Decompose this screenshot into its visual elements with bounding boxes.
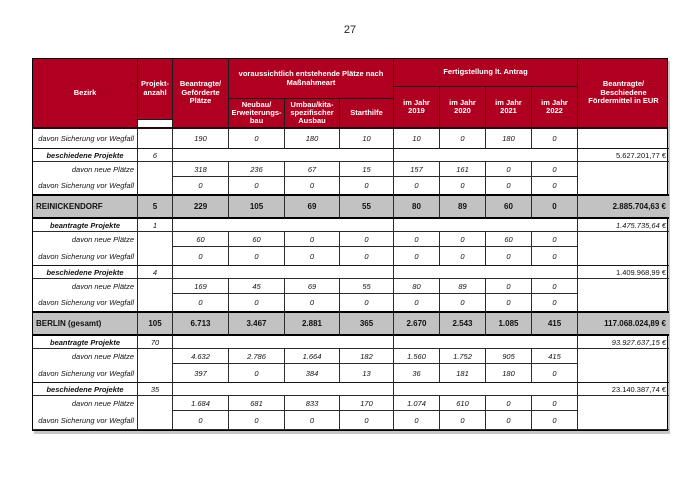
value-cell: 3.467 <box>229 313 285 336</box>
value-cell: 157 <box>394 162 440 177</box>
value-cell: 80 <box>394 279 440 294</box>
row-label: beschiedene Projekte <box>33 149 138 162</box>
row-label: davon Sicherung vor Wegfall <box>33 364 138 383</box>
total-row-label: BERLIN (gesamt) <box>33 313 138 336</box>
value-cell: 384 <box>285 364 340 383</box>
empty-cell <box>394 266 578 279</box>
col-header-jahr-2020: im Jahr 2020 <box>440 87 486 127</box>
empty-cell <box>578 349 669 383</box>
empty-cell <box>394 383 578 396</box>
value-cell: 0 <box>440 232 486 247</box>
value-cell: 0 <box>440 129 486 149</box>
value-cell: 905 <box>486 349 532 364</box>
row-label: davon neue Plätze <box>33 232 138 247</box>
value-cell: 0 <box>486 396 532 411</box>
value-cell: 236 <box>229 162 285 177</box>
value-cell: 0 <box>285 232 340 247</box>
row-label: beantragte Projekte <box>33 336 138 349</box>
value-cell: 0 <box>173 177 229 196</box>
value-cell: 36 <box>394 364 440 383</box>
value-cell: 60 <box>173 232 229 247</box>
value-cell: 1.664 <box>285 349 340 364</box>
value-cell: 0 <box>285 294 340 313</box>
value-cell: 180 <box>486 129 532 149</box>
value-cell: 0 <box>532 129 578 149</box>
value-cell: 0 <box>486 279 532 294</box>
col-header-neubau: Neubau/ Erweiterungs- bau <box>229 99 285 127</box>
row-label: davon Sicherung vor Wegfall <box>33 411 138 430</box>
value-cell: 1.074 <box>394 396 440 411</box>
empty-cell <box>173 383 394 396</box>
empty-cell <box>578 279 669 313</box>
value-cell: 0 <box>340 294 394 313</box>
value-cell: 161 <box>440 162 486 177</box>
value-cell: 4.632 <box>173 349 229 364</box>
value-cell: 60 <box>486 196 532 219</box>
empty-cell <box>138 396 173 411</box>
row-label: davon neue Plätze <box>33 279 138 294</box>
empty-cell <box>578 232 669 266</box>
value-cell: 0 <box>285 411 340 430</box>
value-cell: 0 <box>532 411 578 430</box>
anzahl-cell: 105 <box>138 313 173 336</box>
empty-cell <box>394 149 578 162</box>
eur-cell: 5.627.201,77 € <box>578 149 669 162</box>
empty-cell <box>138 247 173 266</box>
value-cell: 0 <box>229 294 285 313</box>
col-header-projektanzahl: Projekt-anzahl <box>138 59 173 127</box>
report-table <box>32 58 668 431</box>
eur-cell: 1.475.735,64 € <box>578 219 669 232</box>
value-cell: 0 <box>340 177 394 196</box>
value-cell: 15 <box>340 162 394 177</box>
eur-cell: 117.068.024,89 € <box>578 313 669 336</box>
value-cell: 0 <box>285 177 340 196</box>
empty-cell <box>138 349 173 364</box>
table-body <box>33 129 667 430</box>
value-cell: 169 <box>173 279 229 294</box>
row-label: davon neue Plätze <box>33 349 138 364</box>
value-cell: 0 <box>486 411 532 430</box>
value-cell: 0 <box>173 247 229 266</box>
col-group-massnahmeart <box>229 59 394 127</box>
col-header-umbau: Umbau/kita- spezifischer Ausbau <box>285 99 340 127</box>
value-cell: 1.752 <box>440 349 486 364</box>
row-label: beschiedene Projekte <box>33 383 138 396</box>
empty-cell <box>138 177 173 196</box>
empty-cell <box>138 129 173 149</box>
value-cell: 0 <box>440 294 486 313</box>
anzahl-cell: 70 <box>138 336 173 349</box>
value-cell: 415 <box>532 313 578 336</box>
value-cell: 0 <box>229 364 285 383</box>
eur-cell: 23.140.387,74 € <box>578 383 669 396</box>
value-cell: 2.881 <box>285 313 340 336</box>
anzahl-cell: 4 <box>138 266 173 279</box>
value-cell: 89 <box>440 196 486 219</box>
value-cell: 610 <box>440 396 486 411</box>
value-cell: 45 <box>229 279 285 294</box>
col-header-jahr-2021: im Jahr 2021 <box>486 87 532 127</box>
row-label: davon Sicherung vor Wegfall <box>33 247 138 266</box>
value-cell: 0 <box>394 247 440 266</box>
empty-cell <box>138 364 173 383</box>
value-cell: 6.713 <box>173 313 229 336</box>
value-cell: 0 <box>440 411 486 430</box>
value-cell: 0 <box>532 294 578 313</box>
row-label: davon Sicherung vor Wegfall <box>33 129 138 149</box>
table-header <box>33 59 667 129</box>
row-label: davon neue Plätze <box>33 162 138 177</box>
value-cell: 55 <box>340 279 394 294</box>
value-cell: 69 <box>285 279 340 294</box>
col-header-starthilfe: Starthilfe <box>350 108 383 118</box>
value-cell: 2.670 <box>394 313 440 336</box>
eur-cell: 93.927.637,15 € <box>578 336 669 349</box>
value-cell: 365 <box>340 313 394 336</box>
header-white-strip <box>138 119 172 127</box>
empty-cell <box>394 336 578 349</box>
value-cell: 0 <box>229 411 285 430</box>
value-cell: 10 <box>340 129 394 149</box>
value-cell: 397 <box>173 364 229 383</box>
value-cell: 1.560 <box>394 349 440 364</box>
value-cell: 60 <box>229 232 285 247</box>
empty-cell <box>173 149 394 162</box>
value-cell: 0 <box>532 247 578 266</box>
value-cell: 182 <box>340 349 394 364</box>
anzahl-cell: 5 <box>138 196 173 219</box>
anzahl-cell: 6 <box>138 149 173 162</box>
anzahl-cell: 35 <box>138 383 173 396</box>
value-cell: 69 <box>285 196 340 219</box>
empty-cell <box>394 219 578 232</box>
value-cell: 0 <box>532 396 578 411</box>
anzahl-cell: 1 <box>138 219 173 232</box>
value-cell: 0 <box>486 294 532 313</box>
page-number: 27 <box>343 24 357 36</box>
col-header-foerdermittel: Beantragte/ Beschiedene Fördermittel in EUR <box>588 79 659 106</box>
value-cell: 13 <box>340 364 394 383</box>
value-cell: 0 <box>532 279 578 294</box>
row-label: davon neue Plätze <box>33 396 138 411</box>
value-cell: 0 <box>173 294 229 313</box>
eur-cell: 1.409.968,99 € <box>578 266 669 279</box>
value-cell: 0 <box>340 232 394 247</box>
value-cell: 0 <box>394 232 440 247</box>
value-cell: 180 <box>285 129 340 149</box>
value-cell: 318 <box>173 162 229 177</box>
value-cell: 105 <box>229 196 285 219</box>
value-cell: 0 <box>486 247 532 266</box>
value-cell: 0 <box>486 162 532 177</box>
value-cell: 170 <box>340 396 394 411</box>
value-cell: 833 <box>285 396 340 411</box>
value-cell: 0 <box>285 247 340 266</box>
empty-cell <box>578 129 669 149</box>
value-cell: 0 <box>173 411 229 430</box>
value-cell: 190 <box>173 129 229 149</box>
value-cell: 0 <box>532 364 578 383</box>
group-header-massnahmeart: voraussichtlich entstehende Plätze nach Maßnahmeart <box>229 59 393 99</box>
value-cell: 55 <box>340 196 394 219</box>
district-row-label: REINICKENDORF <box>33 196 138 219</box>
value-cell: 0 <box>394 177 440 196</box>
row-label: beantragte Projekte <box>33 219 138 232</box>
value-cell: 0 <box>486 177 532 196</box>
value-cell: 1.085 <box>486 313 532 336</box>
value-cell: 0 <box>532 196 578 219</box>
value-cell: 0 <box>394 411 440 430</box>
col-group-fertigstellung <box>394 59 578 127</box>
col-header-gefoerderte-plaetze: Beantragte/ Geförderte Plätze <box>173 59 229 127</box>
value-cell: 0 <box>440 247 486 266</box>
empty-cell <box>138 411 173 430</box>
value-cell: 80 <box>394 196 440 219</box>
row-label: beschiedene Projekte <box>33 266 138 279</box>
value-cell: 0 <box>532 162 578 177</box>
empty-cell <box>578 162 669 196</box>
value-cell: 181 <box>440 364 486 383</box>
value-cell: 10 <box>394 129 440 149</box>
value-cell: 2.543 <box>440 313 486 336</box>
value-cell: 415 <box>532 349 578 364</box>
empty-cell <box>138 294 173 313</box>
empty-cell <box>138 232 173 247</box>
row-label: davon Sicherung vor Wegfall <box>33 177 138 196</box>
col-header-jahr-2019: im Jahr 2019 <box>394 87 440 127</box>
value-cell: 60 <box>486 232 532 247</box>
value-cell: 67 <box>285 162 340 177</box>
value-cell: 0 <box>394 294 440 313</box>
value-cell: 0 <box>229 247 285 266</box>
value-cell: 229 <box>173 196 229 219</box>
value-cell: 0 <box>229 177 285 196</box>
eur-cell: 2.885.704,63 € <box>578 196 669 219</box>
value-cell: 0 <box>532 177 578 196</box>
col-header-jahr-2022: im Jahr 2022 <box>541 98 568 115</box>
value-cell: 0 <box>340 247 394 266</box>
value-cell: 681 <box>229 396 285 411</box>
row-label: davon Sicherung vor Wegfall <box>33 294 138 313</box>
value-cell: 1.684 <box>173 396 229 411</box>
empty-cell <box>578 396 669 430</box>
empty-cell <box>138 279 173 294</box>
value-cell: 0 <box>440 177 486 196</box>
value-cell: 0 <box>340 411 394 430</box>
col-header-bezirk: Bezirk <box>33 59 138 127</box>
empty-cell <box>173 219 394 232</box>
value-cell: 0 <box>229 129 285 149</box>
value-cell: 180 <box>486 364 532 383</box>
empty-cell <box>138 162 173 177</box>
value-cell: 0 <box>532 232 578 247</box>
value-cell: 89 <box>440 279 486 294</box>
empty-cell <box>173 266 394 279</box>
group-header-fertigstellung: Fertigstellung lt. Antrag <box>394 59 577 87</box>
value-cell: 2.786 <box>229 349 285 364</box>
empty-cell <box>173 336 394 349</box>
